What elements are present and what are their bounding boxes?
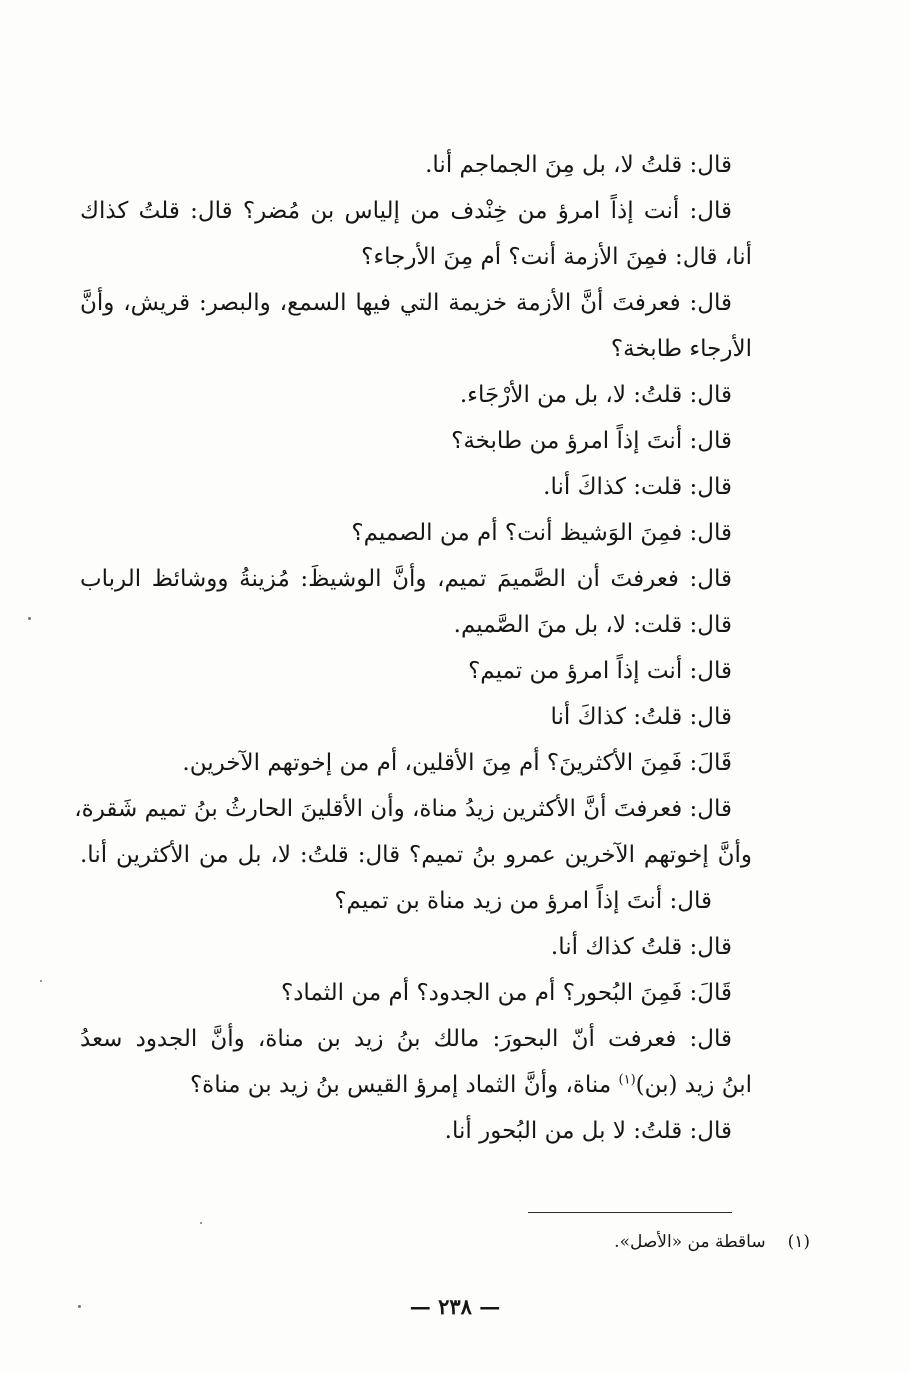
text-line: قال: فعرفت أنّ البحورَ: مالك بنُ زيد بن مناة، وأنَّ الجدود سعدُ (80, 1026, 732, 1052)
text-line: قال: أنتَ إذاً امرؤ من زيد مناة بن تميم؟ (334, 888, 712, 914)
text-line-end: مناة، وأنَّ الثماد إمرؤ القيس بنُ زيد بن مناة؟ (189, 1072, 619, 1098)
text-line: قال: أنت إذاً امرؤ من خِنْدف من إلياس بن مُضر؟ قال: قلتُ كذاك (80, 198, 732, 224)
text-line: قَالَ: فَمِنَ البُحور؟ أم من الجدود؟ أم من الثماد؟ (280, 980, 732, 1006)
text-line: قال: قلت: كذاكَ أنا. (543, 474, 732, 500)
text-line: قال: فعرفتَ أنَّ الأزمة خزيمة التي فيها السمع، والبصر: قريش، وأنَّ (80, 290, 732, 316)
text-line-start: ابنُ زيد (بن) (635, 1072, 752, 1098)
text-line: قال: قلتُ لا، بل مِنَ الجماجم أنا. (425, 152, 732, 178)
main-text (74, 142, 752, 1154)
text-line: قَالَ: فَمِنَ الأكثرينَ؟ أم مِنَ الأقلين، أم من إخوتهم الآخرين. (182, 750, 732, 776)
scan-speck (200, 1222, 202, 1224)
footnote (614, 1232, 810, 1252)
text-line: وأنَّ إخوتهم الآخرين عمرو بنُ تميم؟ قال: قلتُ: لا، بل من الأكثرين أنا. (80, 842, 752, 868)
scan-speck (78, 1305, 81, 1308)
text-line: أنا، قال: فمِنَ الأزمة أنت؟ أم مِنَ الأرجاء؟ (361, 244, 752, 270)
text-line: قال: قلتُ: لا، بل من الأرْجَاء. (459, 382, 732, 408)
footnote-separator (528, 1212, 732, 1213)
text-line: الأرجاء طابخة؟ (610, 336, 752, 362)
scan-speck (28, 617, 31, 620)
text-line: قال: فمِنَ الوَشيظ أنت؟ أم من الصميم؟ (351, 520, 732, 546)
text-line: قال: قلتُ: كذاكَ أنا (550, 704, 732, 730)
text-line: قال: قلتُ: لا بل من البُحور أنا. (444, 1118, 732, 1144)
text-line: قال: أنت إذاً امرؤ من تميم؟ (468, 658, 732, 684)
text-line: قال: فعرفتَ أنَّ الأكثرين زيدُ مناة، وأن الأقلينَ الحارثُ بنُ تميم شَقرة، (74, 796, 732, 822)
footnote-number: (١) (787, 1232, 810, 1252)
footnote-reference: (١) (618, 1072, 636, 1088)
text-line: قال: فعرفتَ أن الصَّميمَ تميم، وأنَّ الوشيظَ: مُزينةُ ووشائظ الرباب (80, 566, 732, 592)
footnote-text: ساقطة من «الأصل». (614, 1232, 766, 1252)
scan-speck (40, 980, 42, 982)
text-line: قال: أنتَ إذاً امرؤ من طابخة؟ (451, 428, 732, 454)
text-line: قال: قلت: لا، بل منَ الصَّميم. (453, 612, 732, 638)
text-line (80, 1062, 752, 1108)
page-number: — ٢٣٨ — (409, 1294, 501, 1319)
text-line: قال: قلتُ كذاك أنا. (550, 934, 732, 960)
